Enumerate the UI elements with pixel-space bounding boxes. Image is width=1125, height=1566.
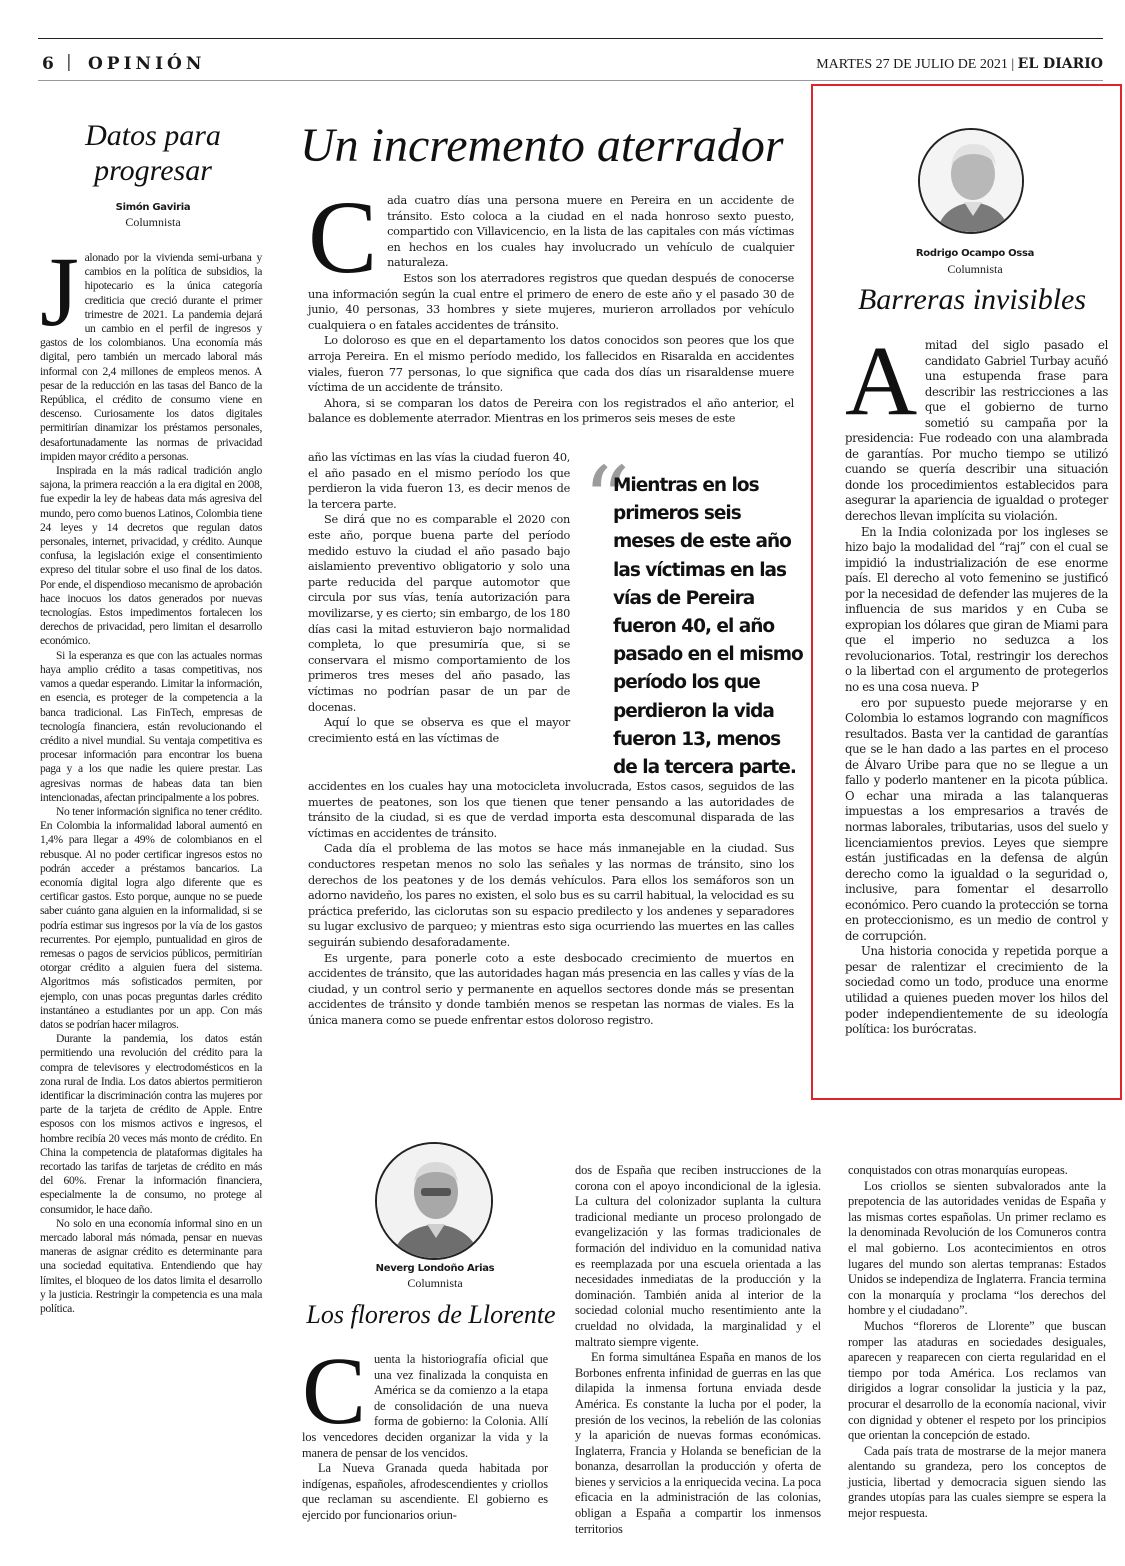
editorial-paragraph: Aquí lo que se observa es que el mayor crecimiento está en las víctimas de [308, 716, 570, 745]
editorial-paragraph: Se dirá que no es comparable el 2020 con este año, porque buena parte del período medido estuvo la ciudad el año pasado bajo aislamiento preventivo obligatorio y solo una parte reducida del parque automotor que circula por sus vías, tenía autorización para movilizarse, y es cierto; sin embargo, de los 180 días casi la mitad estuvieron bajo normalidad completa, lo que presumiría que, si se conservara el mismo comportamiento de los primeros tres meses del año pasado, las víctimas no podrían pasar de un par de docenas. [308, 513, 570, 714]
portrait-icon [920, 130, 1024, 234]
bottom-paragraph: En forma simultánea España en manos de los Borbones enfrenta infinidad de guerras en las que dilapida la inmensa fortuna enviada desde América. Es constante la lucha por el poder, la presión de los vecinos, la rebelión de las colonias y la aparición de nuevas formas económicas. Inglaterra, Francia y Holanda se benefician de la bonanza, desarrollan la producción y oferta de bienes y servicios a la enriquecida vecina. La poca eficacia en la administración de las colonias, obligan a España a compartir los inmensos territorios [575, 1350, 821, 1536]
section-name: OPINIÓN [88, 54, 206, 74]
editorial-body-narrow [308, 450, 570, 746]
editorial-paragraph: ada cuatro días una persona muere en Pereira en un accidente de tránsito. Esto coloca a la ciudad en el nada honroso sexto puesto, compartido con Villavicencio, en la lista de las capitales con más víctimas en hechos en los cuales hay involucrado un vehículo de cualquier naturaleza. [387, 194, 794, 270]
header-rule [38, 80, 1103, 81]
editorial-paragraph: Ahora, si se comparan los datos de Pereira con los registrados el año anterior, el balance es doblemente aterrador. Mientras en los primeros seis meses de este [308, 396, 794, 426]
bottom-article-col1 [302, 1337, 548, 1524]
left-article-title [58, 118, 248, 188]
right-paragraph: ero por supuesto puede mejorarse y en Colombia lo estamos logrando con magníficos resultados. Basta ver la cantidad de garantías que se le han dado a las partes en el proceso de Álvaro Uribe para que no se llegue a un fallo y poderlo mantener en la picota pública. O echar una mirada a las talanqueras impuestas a los empresarios a través de normas laborales, tributarias, usos del suelo y licenciamientos previos. Leyes que siempre están justificadas en la defensa de algún derecho como la igualdad o la seguridad o, inclusive, para fomentar el desarrollo económico. Pero cuando la protección se torna en proteccionismo, es un medio de control y de corrupción. [845, 695, 1108, 943]
right-dropcap: A [845, 325, 917, 436]
left-title-line-2: progresar [94, 154, 212, 187]
left-paragraph: alonado por la vivienda semi-urbana y cambios en la política de subsidios, la hipotecario es la única categoría crediticia que creció durante el primer trimestre de 2021. La pandemia dejará un cambio en el perfil de ingresos y gastos de los colombianos. Una economía más digital, pero también un mercado laboral más informal con 2,4 millones de empleos menos. A pesar de la reducción en las tasas del Banco de la República, el crédito de consumo viene en descenso. Curiosamente los datos digitales permitirían dinamizar los préstamos personales, desafortunadamente las normas de privacidad impiden mayor crédito a personas. [40, 251, 262, 463]
issue-date: MARTES 27 DE JULIO DE 2021 | [816, 57, 1015, 72]
top-rule [38, 38, 1103, 39]
page-number: 6 [42, 54, 54, 74]
author-photo-rodrigo [918, 128, 1024, 234]
bottom-article-title: Los floreros de Llorente [306, 1300, 556, 1329]
left-paragraph: Inspirada en la más radical tradición anglo sajona, la primera reacción a la era digital en 2008, fue expedir la ley de habeas data más agresiva del mundo, pero como buenos Latinos, Colombia tiene 24 leyes y 14 decretos que regulan datos personales, internet, privacidad, y crédito. Aunque confusa, la legislación exige el consentimiento expreso del titular sobre el uso final de los datos. Por ende, el dispendioso mecanismo de aprobación hace inocuos los datos generados por nuevas tecnologías. Estos impedimentos fortalecen los derechos de privacidad, pero limitan el desarrollo económico. [40, 464, 262, 648]
left-author: Simón Gaviria [115, 202, 191, 213]
right-paragraph: En la India colonizada por los ingleses se hizo bajo la modalidad del “raj” con el cual se impidió la industrialización de ese enorme país. El derecho al voto femenino se justificó por la necesidad de defender las mujeres de la influencia de sus maridos y en Cuba se expropian los dólares que giran de Miami para que el imperio no seduzca a los revolucionarios. Total, restringir los derechos o la libertad con el argumento de protegerlos no es una cosa nueva. P [845, 524, 1108, 695]
left-dropcap: J [40, 236, 79, 347]
left-title-line-1: Datos para [85, 119, 221, 152]
editorial-paragraph: Es urgente, para ponerle coto a este desbocado crecimiento de muertos en accidentes de tránsito, que las autoridades hagan más presencia en las calles y vías de la ciudad, y un control serio y permanente en aquellos sectores donde más se presentan accidentes de tránsito y donde también menos se respetan las normas de viales. Es la única manera como se puede enfrentar estos doloroso registro. [308, 951, 794, 1027]
newspaper-name: EL DIARIO [1017, 56, 1103, 72]
bottom-paragraph: dos de España que reciben instrucciones de la corona con el apoyo incondicional de la iglesia. La cultura del colonizador suplanta la cultura tradicional mediante un proceso prolongado de evangelización y las formas tradicionales de formación del individuo en la comunidad nativa es reemplazada por una escuela orientada a las necesidades inmediatas de la producción y la dominación. También anida al interior de la sociedad colonial mucho resentimiento ante la crueldad no olvidada, la marginalidad y el maltrato siempre vigente. [575, 1163, 821, 1349]
editorial-paragraph: año las víctimas en las vías la ciudad fueron 40, el año pasado en el mismo período los que perdieron la vida fueron 13, es decir menos de la tercera parte. [308, 451, 570, 511]
pullquote-text: Mientras en los primeros seis meses de este año las víctimas en las vías de Pereira fueron 40, el año pasado en el mismo período los que perdieron la vida fueron 13, menos de la tercera parte. [613, 475, 803, 779]
bottom-dropcap: C [302, 1337, 366, 1444]
editorial-body-bottom [308, 779, 794, 1029]
bottom-paragraph: conquistados con otras monarquías europeas. [848, 1163, 1068, 1177]
editorial-paragraph: Estos son los aterradores registros que quedan después de conocerse una información según la cual entre el primero de enero de este año y el pasado 30 de junio, 40 personas, 33 hombres y siete mujeres, murieron arrollados por vehículo cualquiera o en fatales accidentes de tránsito. [308, 271, 794, 332]
editorial-dropcap: C [308, 180, 378, 295]
bottom-paragraph: Los criollos se sienten subvalorados ante la prepotencia de las autoridades venidas de España y las mismas cortes españolas. Un primer reclamo es la denominada Revolución de los Comuneros contra el mal gobierno. Los acontecimientos en otros lugares del mundo son alertas tempranas: Estados Unidos se independiza de Inglaterra. Francia termina con la monarquía y proclama “los derechos del hombre y el ciudadano”. [848, 1178, 1106, 1318]
portrait-icon [377, 1144, 493, 1260]
author-photo-neverg [375, 1142, 493, 1260]
editorial-paragraph: Cada día el problema de las motos se hace más inmanejable en la ciudad. Sus conductores respetan menos no solo las señales y las normas de tránsito, sino los derechos de los peatones y de los demás vehículos. Para ellos los semáforos son un adorno navideño, los pares no existen, el solo bus es su carril habitual, la velocidad es su práctica preferido, las ciclorutas son su espacio predilecto y los andenes y separadores su lugar exclusivo de parqueo; y mientras esto siga ocurriendo las muertes en las calles seguirán subiendo desaforadamente. [308, 842, 794, 949]
masthead-separator: | [66, 52, 72, 72]
right-paragraph: Una historia conocida y repetida porque a pesar de ralentizar el crecimiento de la sociedad como un todo, produce una enorme utilidad a quienes pueden mover los hilos del poder independientemente de su ideología política: los burócratas. [845, 944, 1108, 1037]
dateline [816, 56, 1103, 73]
pullquote-mark: “ [583, 447, 631, 554]
left-paragraph: No solo en una economía informal sino en un mercado laboral más nómada, pensar en nuevas maneras de asignar crédito es determinante para una sociedad equitativa. Entendiendo que hay límites, el bloqueo de los datos limita el desarrollo y la justicia. Restringir la competencia es una mala política. [40, 1216, 262, 1316]
bottom-paragraph: uenta la historiografía oficial que una vez finalizada la conquista en América se da comienzo a la etapa de consolidación de una nueva forma de gobierno: la Colonia. Allí los vencedores deciden organizar la vida y la manera de pensar de los vencidos. [302, 1352, 548, 1460]
right-article-body [845, 325, 1108, 1038]
right-paragraph: mitad del siglo pasado el candidato Gabriel Turbay acuñó una estupenda frase para describir las restricciones a las que el gobierno de turno sometió su campaña por la presidencia: Fue rodeado con una alambrada de garantías. Por mucho tiempo se utilizó cuando se quería describir una situación donde los procedimientos establecidos para asegurar la apariencia de igualdad o proteger derechos llevan implícita su violación. [845, 338, 1108, 524]
right-author-role: Columnista [947, 262, 1003, 276]
left-paragraph: Si la esperanza es que con las actuales normas haya amplio crédito a tasas competitivas, nos vamos a quedar esperando. Limitar la información, en esencia, es proteger de la competencia a la banca tradicional. Las FinTech, empresas de tecnología financiera, están revolucionando el crédito a nivel mundial. Su ventaja competitiva es procesar información para encontrar los buena paga y a los que nadie les quiere prestar. Las agresivas normas de habeas data tan bien intencionadas, afectan principalmente a los pobres. [40, 648, 262, 804]
editorial-paragraph: Lo doloroso es que en el departamento los datos conocidos son peores que los que arroja Pereira. En el mismo período medido, los fallecidos en Risaralda en accidentes viales, fueron 77 personas, lo que significa que cada dos días un risaraldense muere víctima de un accidente de tránsito. [308, 334, 794, 395]
editorial-body-top [308, 180, 794, 427]
bottom-paragraph: Cada país trata de mostrarse de la mejor manera alentando su grandeza, pero los conceptos de justicia, libertad y democracia siguen siendo las grandes utopías para las cuales siempre se espera la mejor respuesta. [848, 1443, 1106, 1521]
bottom-article-col3 [848, 1163, 1106, 1522]
editorial-title: Un incremento aterrador [300, 119, 784, 172]
left-author-role: Columnista [125, 215, 181, 229]
right-author: Rodrigo Ocampo Ossa [915, 248, 1035, 259]
left-paragraph: No tener información significa no tener crédito. En Colombia la informalidad laboral aumentó en 1,4% para llegar a 49% de colombianos en el rebusque. Al no poder certificar ingresos estos no podrán acceder a préstamos bancarios. La economía digital logra algo diferente que es certificar gastos. Esto porque, aunque no se puede saber cuánto gana alguien en la informalidad, si se podría estimar sus ingresos por la vía de los gastos recurrentes. Por ejemplo, puntualidad en giros de remesas o pagos de servicios públicos, permitirían otorgar crédito a alguien fuera del sistema. Algoritmos más sofisticados permiten, por ejemplo, con unas pocas preguntas darles crédito instantáneo a estudiantes por un app. Con más datos se podrían hacer milagros. [40, 804, 262, 1031]
left-article-body [40, 236, 262, 1551]
left-paragraph: Durante la pandemia, los datos están permitiendo una revolución del crédito para la compra de televisores y electrodomésticos en la zona rural de India. Los datos abiertos permitieron identificar la discriminación contra las mujeres por parte de la tarjeta de crédito de Apple. Entre esposos con los mismos activos e ingresos, el hombre recibía 20 veces más monto de crédito. En China la competencia de plataformas digitales ha recortado las tarifas de tarjetas de crédito en más del 60%. Frenar la información financiera, especialmente la de consumo, no protege al consumidor, le hace daño. [40, 1032, 262, 1216]
bottom-author: Neverg Londoño Arias [375, 1263, 495, 1274]
bottom-author-role: Columnista [407, 1276, 463, 1290]
bottom-article-col2 [575, 1163, 821, 1537]
editorial-paragraph: accidentes en los cuales hay una motocicleta involucrada, Estos casos, seguidos de las muertes de peatones, son los que tienen que tener pensando a las autoridades de tránsito de la ciudad, si es que de verdad importa esta descomunal disparada de las víctimas en accidentes de tránsito. [308, 780, 794, 840]
bottom-paragraph: Muchos “floreros de Llorente” que buscan romper las ataduras en sociedades desiguales, aparecen y reaparecen con cierta regularidad en el tiempo por toda América. Los reclamos van dirigidos a lograr consolidar la justicia y la paz, procurar el desarrollo de la economía nacional, vivir con dignidad y obtener el respeto por los principios que orientan la concepción de estado. [848, 1318, 1106, 1443]
right-article-title: Barreras invisibles [857, 283, 1087, 316]
bottom-paragraph: La Nueva Granada queda habitada por indígenas, españoles, afrodescendientes y criollos que reclaman su ascendiente. El gobierno es ejercido por funcionarios oriun- [302, 1461, 548, 1522]
